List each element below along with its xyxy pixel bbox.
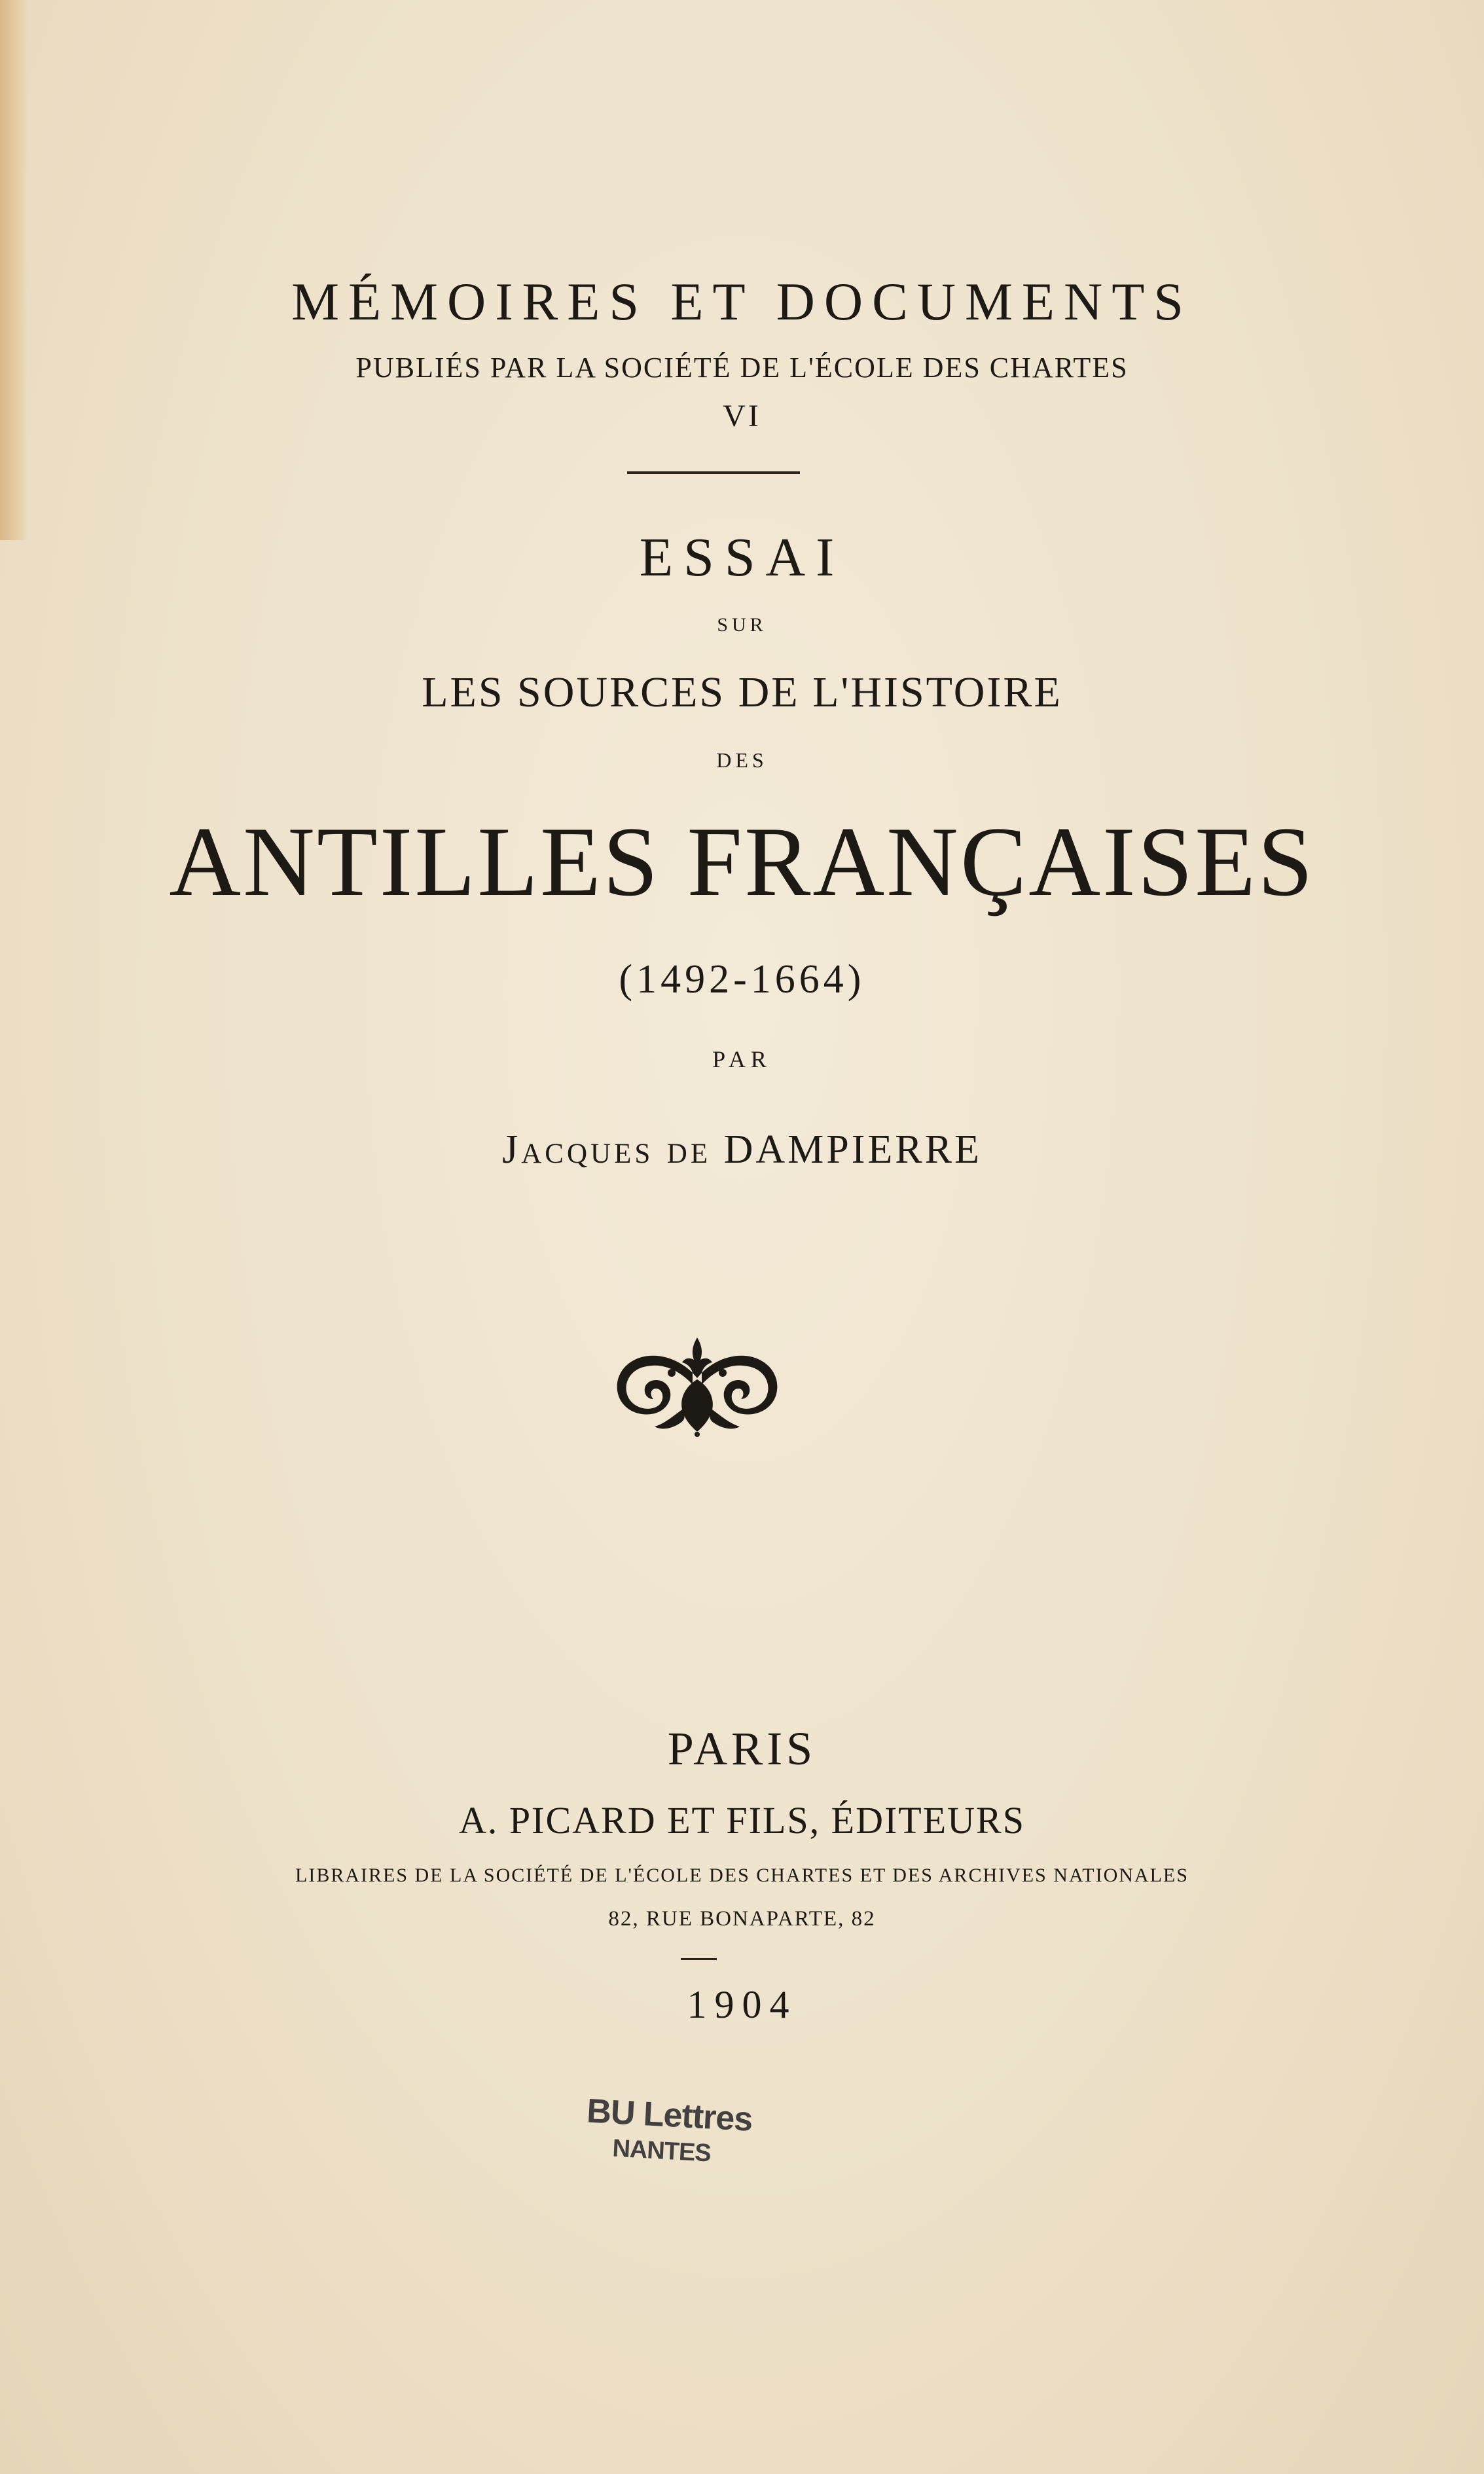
divider-rule-small	[681, 1958, 717, 1960]
author-first-name: Jacques de	[502, 1127, 712, 1172]
stamp-line-1: BU Lettres	[585, 2092, 753, 2139]
par-word: PAR	[712, 1046, 772, 1072]
series-volume: VI	[723, 399, 761, 433]
date-range: (1492-1664)	[619, 957, 865, 1002]
library-stamp	[584, 2092, 849, 2175]
imprint-city: PARIS	[667, 1722, 817, 1775]
series-subtitle: PUBLIÉS PAR LA SOCIÉTÉ DE L'ÉCOLE DES CHARTES	[355, 352, 1129, 384]
publication-year: 1904	[687, 1983, 797, 2026]
author-last-name: DAMPIERRE	[723, 1127, 982, 1172]
series-title: MÉMOIRES ET DOCUMENTS	[291, 272, 1193, 331]
sur-word: SUR	[717, 614, 767, 636]
publisher-description: LIBRAIRES DE LA SOCIÉTÉ DE L'ÉCOLE DES CHARTES ET DES ARCHIVES NATIONALES	[295, 1865, 1189, 1886]
essai-heading: ESSAI	[639, 527, 845, 588]
publisher-name: A. PICARD ET FILS, ÉDITEURS	[459, 1799, 1025, 1842]
page-edge-shadow	[0, 0, 27, 540]
divider-rule	[627, 471, 800, 474]
stamp-line-2: NANTES	[611, 2134, 712, 2168]
main-title: ANTILLES FRANÇAISES	[169, 807, 1315, 917]
fleuron-ornament-icon	[609, 1332, 786, 1437]
publisher-address: 82, RUE BONAPARTE, 82	[608, 1907, 876, 1931]
sources-line: LES SOURCES DE L'HISTOIRE	[422, 668, 1062, 716]
author-name	[0, 1129, 1484, 1170]
des-word: DES	[716, 748, 768, 772]
